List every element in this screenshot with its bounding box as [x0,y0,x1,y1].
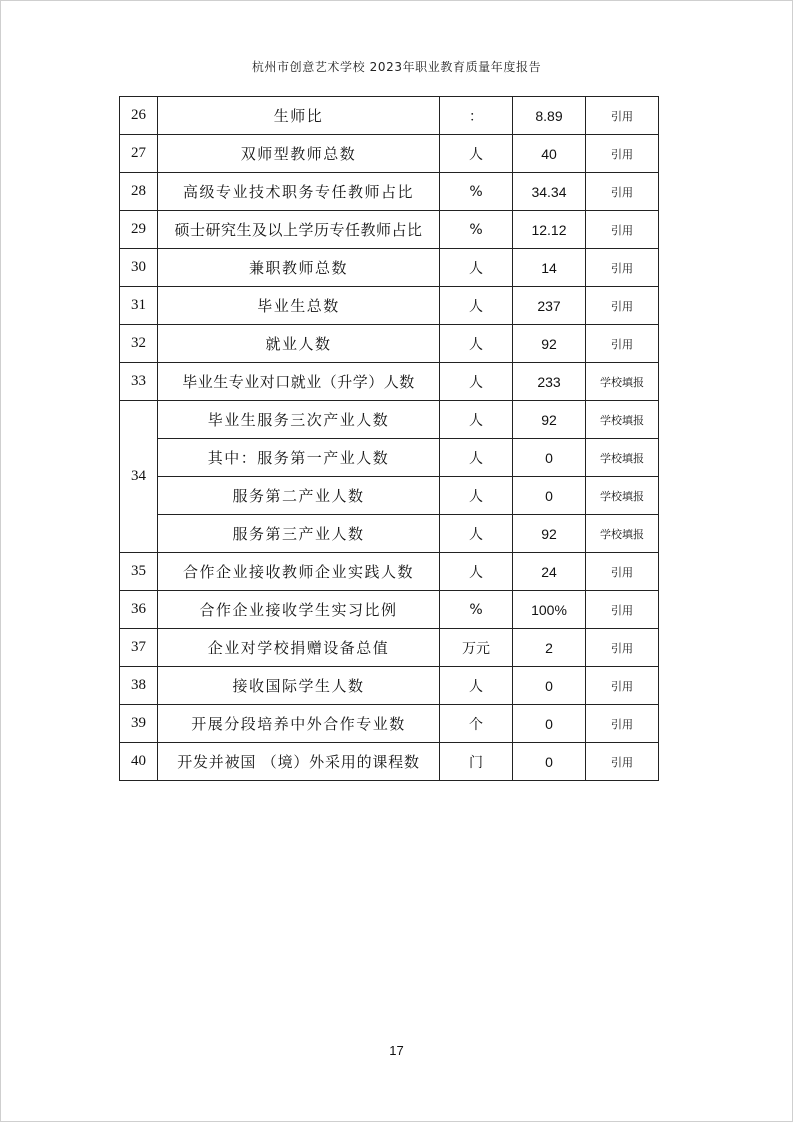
row-source: 引用 [586,591,659,629]
table-row [120,629,659,667]
row-unit: % [440,591,513,629]
row-source: 引用 [586,629,659,667]
row-unit: 人 [440,401,513,439]
table-row [120,439,659,477]
row-value: 0 [513,667,586,705]
row-source: 引用 [586,287,659,325]
row-source: 学校填报 [586,363,659,401]
row-item: 服务第二产业人数 [158,477,440,515]
row-unit: 万元 [440,629,513,667]
row-source: 引用 [586,211,659,249]
row-number: 29 [120,211,158,249]
row-number: 30 [120,249,158,287]
row-value: 0 [513,477,586,515]
row-item: 双师型教师总数 [158,135,440,173]
table-row [120,667,659,705]
row-unit: 人 [440,477,513,515]
row-value: 40 [513,135,586,173]
row-value: 92 [513,401,586,439]
row-source: 引用 [586,135,659,173]
row-value: 14 [513,249,586,287]
table-row [120,743,659,781]
row-unit: 人 [440,363,513,401]
row-source: 引用 [586,667,659,705]
table-row [120,705,659,743]
row-source: 学校填报 [586,515,659,553]
row-source: 学校填报 [586,401,659,439]
table-row [120,287,659,325]
row-unit: ： [440,97,513,135]
table-row [120,211,659,249]
row-number: 28 [120,173,158,211]
row-source: 引用 [586,249,659,287]
page-header: 杭州市创意艺术学校 2023年职业教育质量年度报告 [251,60,542,74]
row-value: 0 [513,705,586,743]
row-value: 0 [513,439,586,477]
row-number: 33 [120,363,158,401]
row-item: 合作企业接收学生实习比例 [158,591,440,629]
row-source: 引用 [586,173,659,211]
row-value: 237 [513,287,586,325]
row-unit: 人 [440,325,513,363]
row-unit: 人 [440,515,513,553]
row-item: 开发并被国 （境）外采用的课程数 [158,743,440,781]
row-number: 39 [120,705,158,743]
row-unit: 人 [440,135,513,173]
indicator-table [119,96,659,781]
row-number: 36 [120,591,158,629]
table-row [120,591,659,629]
row-value: 100% [513,591,586,629]
row-source: 学校填报 [586,439,659,477]
row-source: 学校填报 [586,477,659,515]
row-number: 37 [120,629,158,667]
row-source: 引用 [586,705,659,743]
row-number: 40 [120,743,158,781]
row-item: 接收国际学生人数 [158,667,440,705]
table-row [120,553,659,591]
row-value: 92 [513,515,586,553]
row-value: 92 [513,325,586,363]
row-source: 引用 [586,325,659,363]
row-unit: 人 [440,439,513,477]
row-unit: 人 [440,667,513,705]
table-row [120,515,659,553]
row-unit: 人 [440,287,513,325]
row-value: 8.89 [513,97,586,135]
row-number: 38 [120,667,158,705]
row-value: 2 [513,629,586,667]
row-value: 233 [513,363,586,401]
page-number: 17 [389,1043,404,1058]
row-unit: % [440,211,513,249]
table-row [120,249,659,287]
row-number: 31 [120,287,158,325]
row-number: 26 [120,97,158,135]
table-row [120,401,659,439]
table-row [120,135,659,173]
table-row [120,477,659,515]
row-item: 其中：服务第一产业人数 [158,439,440,477]
row-item: 就业人数 [158,325,440,363]
row-item: 企业对学校捐赠设备总值 [158,629,440,667]
row-item: 毕业生服务三次产业人数 [158,401,440,439]
row-item: 硕士研究生及以上学历专任教师占比 [158,211,440,249]
table-row [120,97,659,135]
table-row [120,363,659,401]
row-source: 引用 [586,97,659,135]
row-unit: 人 [440,249,513,287]
row-number: 27 [120,135,158,173]
row-unit: 个 [440,705,513,743]
row-number: 32 [120,325,158,363]
row-item: 高级专业技术职务专任教师占比 [158,173,440,211]
row-item: 兼职教师总数 [158,249,440,287]
row-item: 合作企业接收教师企业实践人数 [158,553,440,591]
table-row [120,173,659,211]
row-source: 引用 [586,743,659,781]
row-unit: 门 [440,743,513,781]
row-item: 生师比 [158,97,440,135]
row-item: 毕业生专业对口就业（升学）人数 [158,363,440,401]
table-row [120,325,659,363]
row-unit: % [440,173,513,211]
row-value: 34.34 [513,173,586,211]
row-item: 毕业生总数 [158,287,440,325]
row-number: 34 [120,401,158,553]
row-item: 开展分段培养中外合作专业数 [158,705,440,743]
row-item: 服务第三产业人数 [158,515,440,553]
row-unit: 人 [440,553,513,591]
row-number: 35 [120,553,158,591]
row-value: 24 [513,553,586,591]
row-value: 12.12 [513,211,586,249]
row-value: 0 [513,743,586,781]
row-source: 引用 [586,553,659,591]
